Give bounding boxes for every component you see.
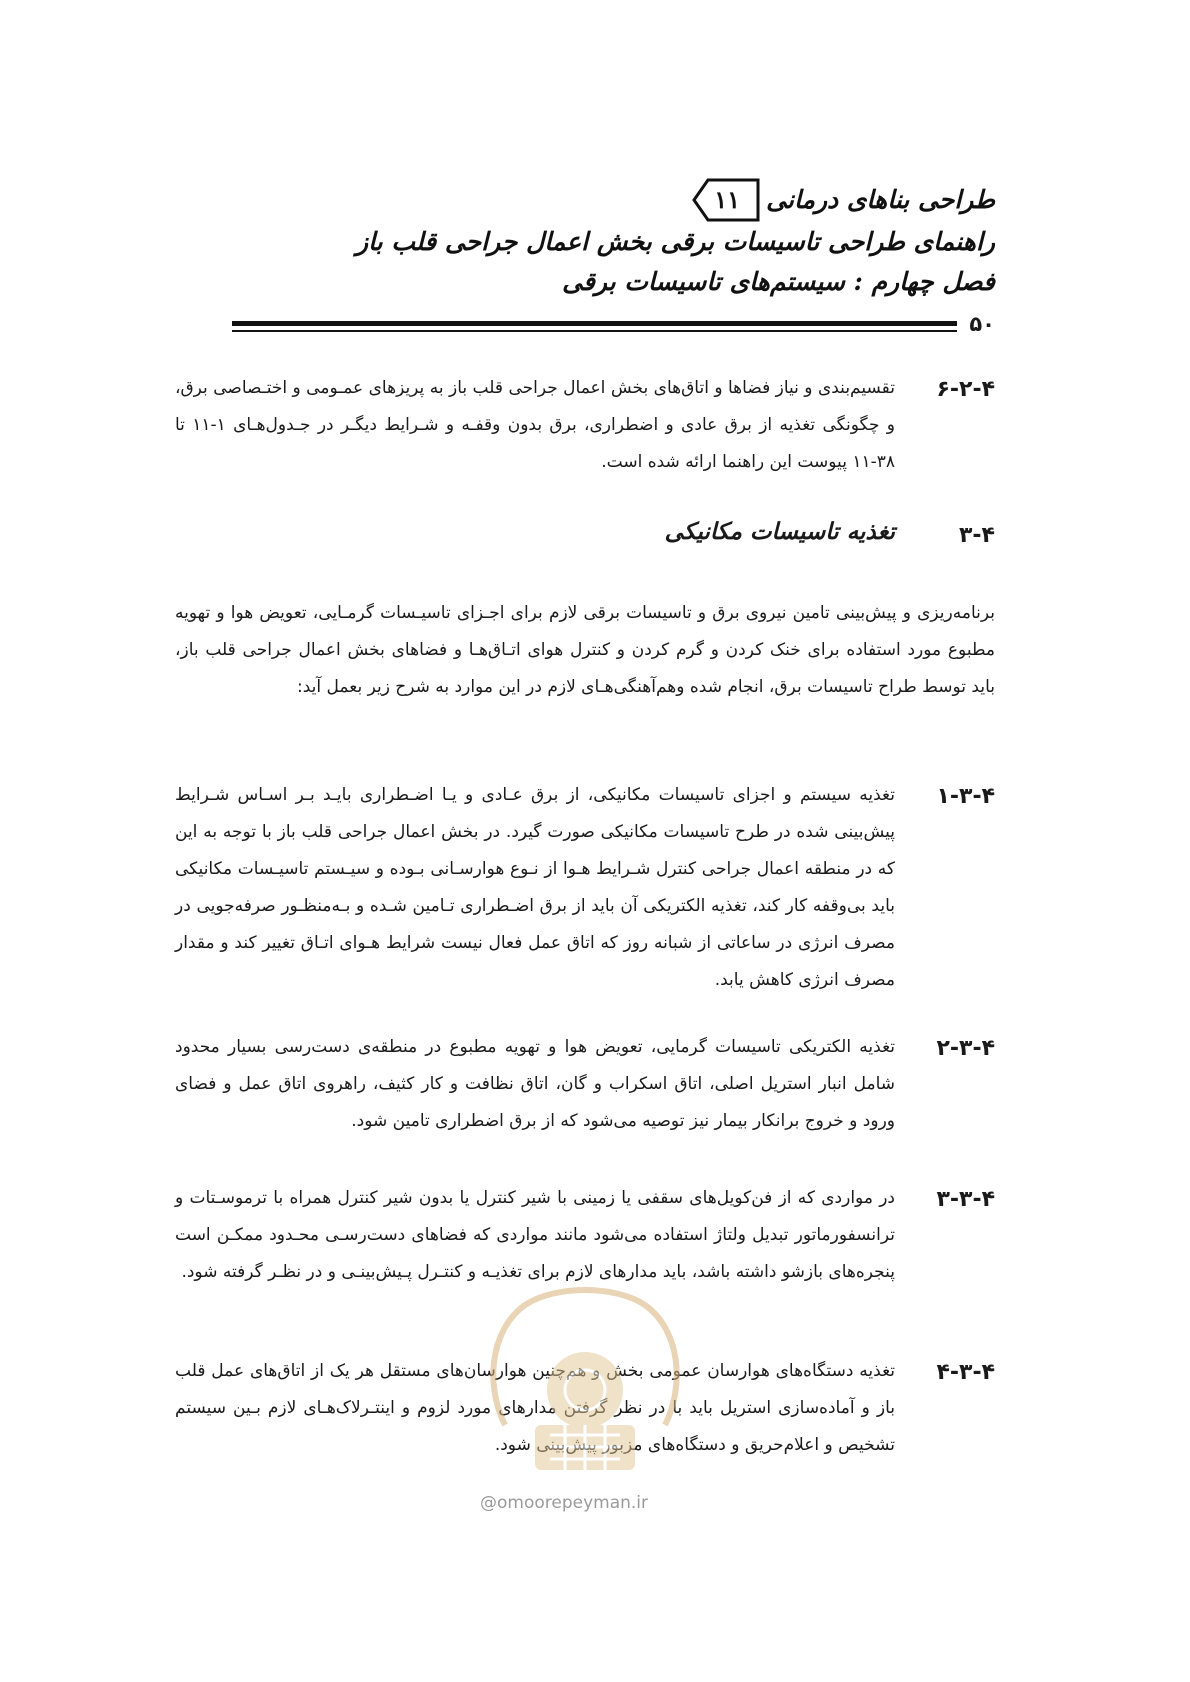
page-number: ۵۰ [969, 312, 995, 336]
section-text-2-3-4: تغذیه الکتریکی تاسیسات گرمایی، تعویض هوا و تهویه مطبوع در منطقه‌ی دست‌رسی بسیار محدود شامل انبار استریل اصلی، اتاق اسکراب و گان، اتاق نظافت و کار کثیف، راهروی اتاق عمل و فضای ورود و خروج برانکار بیمار نیز توصیه می‌شود که از برق اضطراری تامین شود. [175, 1037, 895, 1131]
volume-badge [692, 178, 762, 222]
section-text-1-3-4: تغذیه سیستم و اجزای تاسیسات مکانیکی، از برق عـادی و یـا اضـطراری بایـد بـر اسـاس شـرایط پیش‌بینی شده در طرح تاسیسات مکانیکی صورت گیرد. در بخش اعمال جراحی قلب باز با توجه به این که در منطقه اعمال جراحی کنترل شـرایط هـوا از نـوع هوارسـانی بـوده و سیـستم تاسیـسات مکانیکی باید بی‌وقفه کار کند، تغذیه الکتریکی آن باید از برق اضـطراری تـامین شـده و بـه‌منظـور صرفه‌جویی در مصرف انرژی در ساعاتی از شبانه روز که اتاق عمل فعال نیست شرایط هـوای اتـاق تغییر کند و مقدار مصرف انرژی کاهش یابد. [175, 785, 895, 990]
page-header [175, 178, 995, 302]
section-title-3-4: تغذیه تاسیسات مکانیکی [664, 518, 895, 545]
intro-paragraph: برنامه‌ریزی و پیش‌بینی تامین نیروی برق و تاسیسات برقی لازم برای اجـزای تاسیـسات گرمـایی، تعویض هوا و تهویه مطبوع مورد استفاده برای خنک کردن و گرم کردن و کنترل هوای اتـاق‌هـا و فضاهای بخش اعمال جراحی قلب باز، باید توسط طراح تاسیسات برق، انجام شده وهم‌آهنگی‌هـای لازم در این موارد به شرح زیر بعمل آید: [175, 603, 995, 697]
header-line-2: راهنمای طراحی تاسیسات برقی بخش اعمال جراحی قلب باز [356, 227, 995, 256]
header-rule-thin [232, 330, 957, 332]
volume-number: ۱۱ [714, 185, 741, 214]
section-number-6-2-4: ۶-۲-۴ [936, 377, 995, 402]
section-number-2-3-4: ۲-۳-۴ [936, 1036, 995, 1061]
section-text-6-2-4: تقسیم‌بندی و نیاز فضاها و اتاق‌های بخش اعمال جراحی قلب باز به پریزهای عمـومی و اختـصاصی برق، و چگونگی تغذیه از برق عادی و اضطراری، برق بدون وقفـه و شـرایط دیگـر در جـدول‌هـای ۱-۱۱ تا ۳۸-۱۱ پیوست این راهنما ارائه شده است. [175, 378, 895, 472]
section-number-3-4: ۳-۴ [959, 523, 995, 548]
section-text-3-3-4: در مواردی که از فن‌کویل‌های سقفی یا زمینی با شیر کنترل یا بدون شیر کنترل همراه با ترموسـتات و ترانسفورماتور تبدیل ولتاژ استفاده می‌شود مانند مواردی که فضاهای دست‌رسـی محـدود ممکـن است پنجره‌های بازشو داشته باشد، باید مدارهای لازم برای تغذیـه و کنتـرل پـیش‌بینـی و در نظـر گرفته شود. [175, 1188, 895, 1282]
section-text-4-3-4: تغذیه دستگاه‌های هوارسان عمومی بخش و هم‌چنین هوارسان‌های مستقل هر یک از اتاق‌های عمل قلب باز و آماده‌سازی استریل باید با در نظر گرفتن مدارهای مورد لزوم و اینتـرلاک‌هـای لازم بـین سیستم تشخیص و اعلام‌حریق و دستگاه‌های مزبور پیش‌بینی شود. [175, 1361, 895, 1455]
book-title: طراحی بناهای درمانی [766, 185, 995, 214]
header-line-1 [175, 178, 995, 222]
header-rule-thick [232, 321, 957, 326]
watermark-logo-icon [465, 1275, 705, 1485]
section-number-1-3-4: ۱-۳-۴ [936, 784, 995, 809]
section-number-3-3-4: ۳-۳-۴ [936, 1187, 995, 1212]
watermark-text: @omoorepeyman.ir [480, 1493, 649, 1513]
section-number-4-3-4: ۴-۳-۴ [936, 1360, 995, 1385]
header-line-3: فصل چهارم : سیستم‌های تاسیسات برقی [562, 267, 995, 296]
